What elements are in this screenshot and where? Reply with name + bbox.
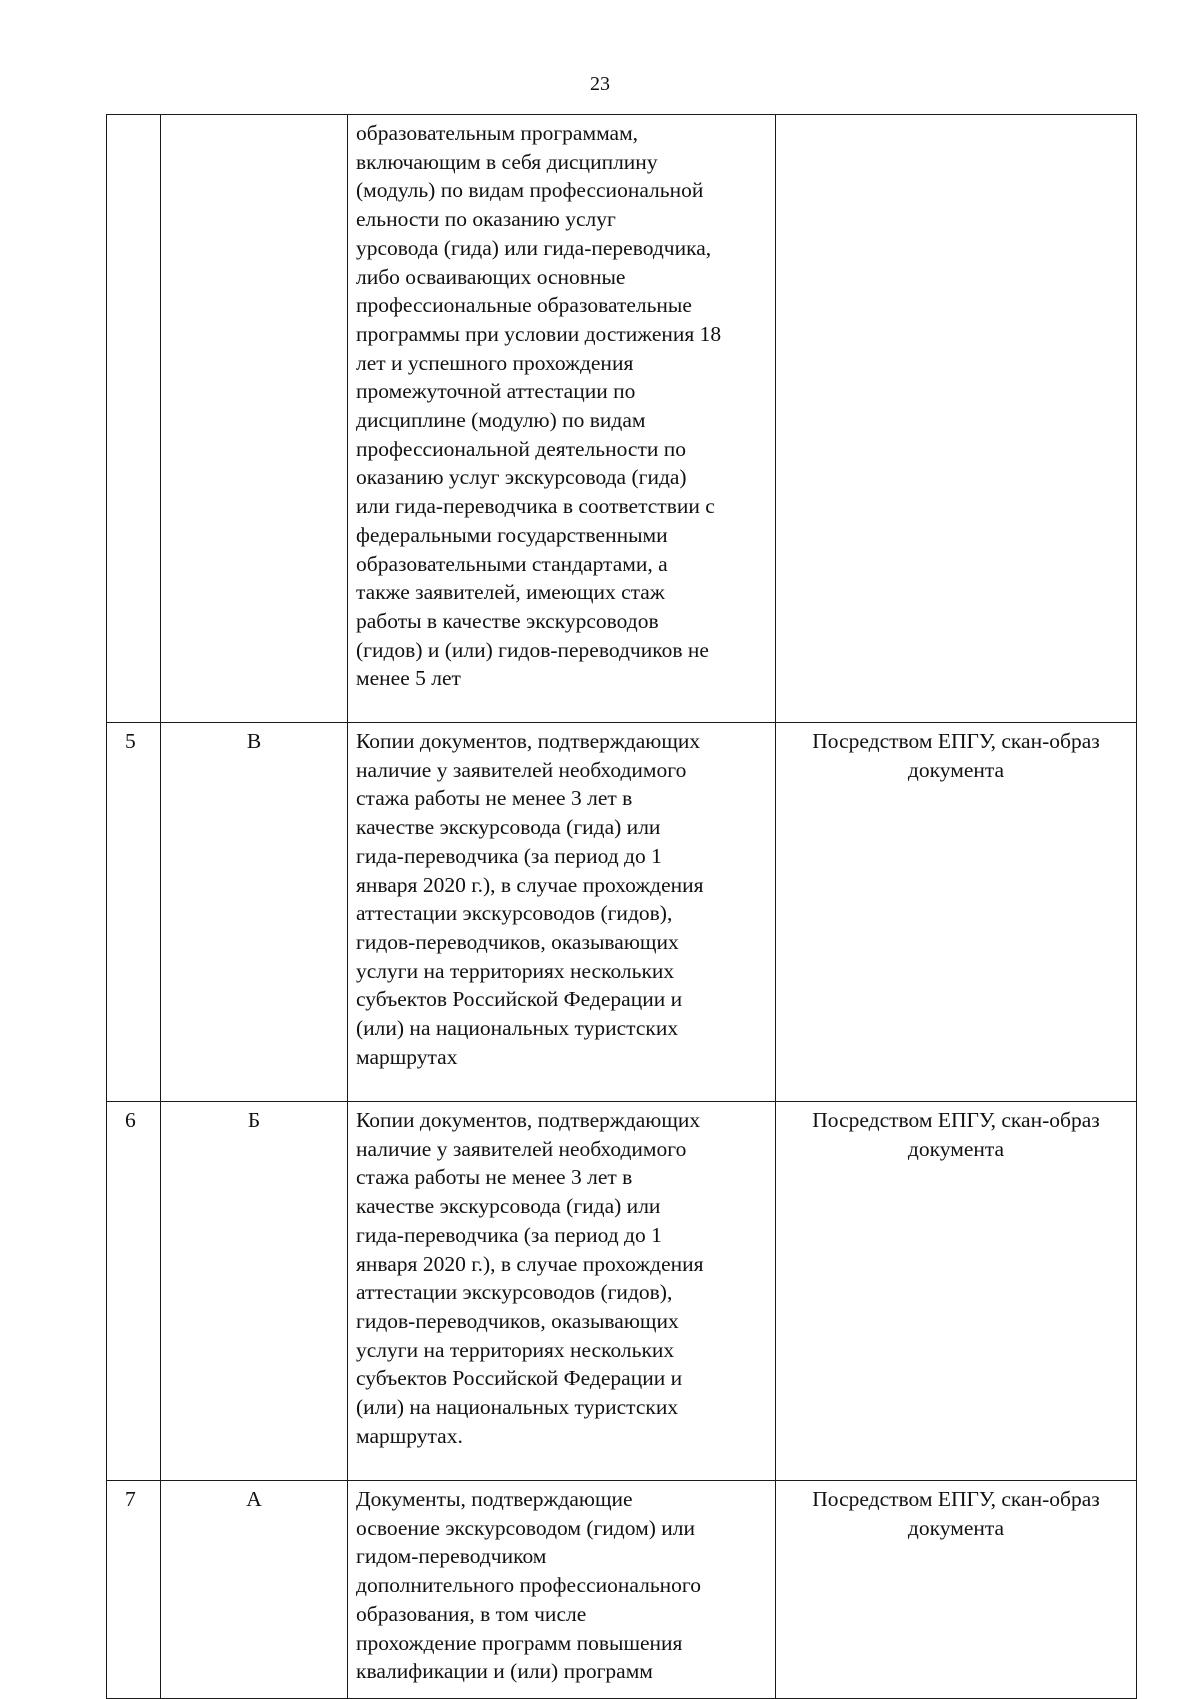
description-line: Копии документов, подтверждающих bbox=[356, 1108, 701, 1132]
row-number-cell: 7 bbox=[107, 1481, 161, 1699]
description-line: оказанию услуг экскурсовода (гида) bbox=[356, 465, 687, 490]
description-line: также заявителей, имеющих стаж bbox=[356, 580, 665, 605]
description-line: января 2020 г.), в случае прохождения bbox=[356, 872, 704, 897]
description-line: гидов-переводчиков, оказывающих bbox=[356, 929, 679, 954]
submission-method-cell bbox=[776, 723, 1137, 1102]
description-line: (гидов) и (или) гидов-переводчиков не bbox=[356, 637, 709, 662]
description-line: дополнительного профессионального bbox=[356, 1573, 701, 1598]
documents-table bbox=[106, 114, 1137, 1699]
method-line: Посредством ЕПГУ, скан-образ bbox=[812, 1487, 1100, 1511]
method-line: документа bbox=[907, 1515, 1005, 1540]
method-line: документа bbox=[907, 1136, 1005, 1161]
description-line: прохождение программ повышения bbox=[356, 1630, 683, 1655]
description-line: маршрутах bbox=[356, 1044, 458, 1069]
submission-method-cell bbox=[776, 115, 1137, 723]
description-line: качестве экскурсовода (гида) или bbox=[356, 1194, 661, 1219]
description-line: субъектов Российской Федерации и bbox=[356, 987, 683, 1012]
description-line: или гида-переводчика в соответствии с bbox=[356, 494, 715, 519]
description-line: гидов-переводчиков, оказывающих bbox=[356, 1308, 679, 1333]
document-description-cell bbox=[348, 115, 776, 723]
document-description-cell bbox=[348, 1102, 776, 1481]
description-line: лет и успешного прохождения bbox=[356, 350, 634, 375]
table-row bbox=[107, 1481, 1137, 1699]
description-line: профессиональной деятельности по bbox=[356, 436, 686, 461]
description-line: федеральными государственными bbox=[356, 522, 668, 547]
description-line: промежуточной аттестации по bbox=[356, 379, 636, 404]
description-line: наличие у заявителей необходимого bbox=[356, 757, 687, 782]
description-line: образовательным программам, bbox=[356, 121, 639, 145]
submission-method-cell bbox=[776, 1102, 1137, 1481]
description-line: гида-переводчика (за период до 1 bbox=[356, 1222, 662, 1247]
description-line: ельности по оказанию услуг bbox=[356, 207, 616, 232]
table-row bbox=[107, 1102, 1137, 1481]
method-line: Посредством ЕПГУ, скан-образ bbox=[812, 729, 1100, 753]
description-line: маршрутах. bbox=[356, 1423, 463, 1448]
description-line: урсовода (гида) или гида-переводчика, bbox=[356, 235, 712, 260]
row-letter-cell: В bbox=[161, 723, 348, 1102]
description-line: (модуль) по видам профессиональной bbox=[356, 178, 704, 203]
submission-method-cell bbox=[776, 1481, 1137, 1699]
description-line: Копии документов, подтверждающих bbox=[356, 729, 701, 753]
table-row bbox=[107, 115, 1137, 723]
table-body bbox=[107, 115, 1137, 1699]
description-line: наличие у заявителей необходимого bbox=[356, 1136, 687, 1161]
description-line: качестве экскурсовода (гида) или bbox=[356, 815, 661, 840]
description-line: аттестации экскурсоводов (гидов), bbox=[356, 901, 673, 926]
description-line: образовательными стандартами, а bbox=[356, 551, 668, 576]
description-line: включающим в себя дисциплину bbox=[356, 149, 658, 174]
description-line: аттестации экскурсоводов (гидов), bbox=[356, 1280, 673, 1305]
description-line: услуги на территориях нескольких bbox=[356, 1337, 675, 1362]
description-line: либо осваивающих основные bbox=[356, 264, 626, 289]
description-line: Документы, подтверждающие bbox=[356, 1487, 633, 1511]
row-number-cell: 5 bbox=[107, 723, 161, 1102]
row-letter-cell: Б bbox=[161, 1102, 348, 1481]
document-description-cell bbox=[348, 723, 776, 1102]
description-line: гида-переводчика (за период до 1 bbox=[356, 843, 662, 868]
description-line: гидом-переводчиком bbox=[356, 1544, 547, 1569]
description-line: услуги на территориях нескольких bbox=[356, 958, 675, 983]
description-line: (или) на национальных туристских bbox=[356, 1016, 679, 1041]
row-number-cell: 6 bbox=[107, 1102, 161, 1481]
description-line: дисциплине (модулю) по видам bbox=[356, 408, 646, 433]
description-line: субъектов Российской Федерации и bbox=[356, 1366, 683, 1391]
method-line: документа bbox=[907, 757, 1005, 782]
description-line: менее 5 лет bbox=[356, 666, 461, 691]
row-number-cell bbox=[107, 115, 161, 723]
description-line: января 2020 г.), в случае прохождения bbox=[356, 1251, 704, 1276]
description-line: квалификации и (или) программ bbox=[356, 1659, 653, 1684]
page-number: 23 bbox=[590, 73, 610, 95]
description-line: программы при условии достижения 18 bbox=[356, 321, 722, 346]
description-line: профессиональные образовательные bbox=[356, 293, 692, 318]
document-description-cell bbox=[348, 1481, 776, 1699]
description-line: работы в качестве экскурсоводов bbox=[356, 608, 659, 633]
row-letter-cell: А bbox=[161, 1481, 348, 1699]
description-line: образования, в том числе bbox=[356, 1601, 587, 1626]
description-line: стажа работы не менее 3 лет в bbox=[356, 1165, 633, 1190]
row-letter-cell bbox=[161, 115, 348, 723]
description-line: (или) на национальных туристских bbox=[356, 1395, 679, 1420]
method-line: Посредством ЕПГУ, скан-образ bbox=[812, 1108, 1100, 1132]
table-row bbox=[107, 723, 1137, 1102]
description-line: освоение экскурсоводом (гидом) или bbox=[356, 1515, 695, 1540]
description-line: стажа работы не менее 3 лет в bbox=[356, 786, 633, 811]
